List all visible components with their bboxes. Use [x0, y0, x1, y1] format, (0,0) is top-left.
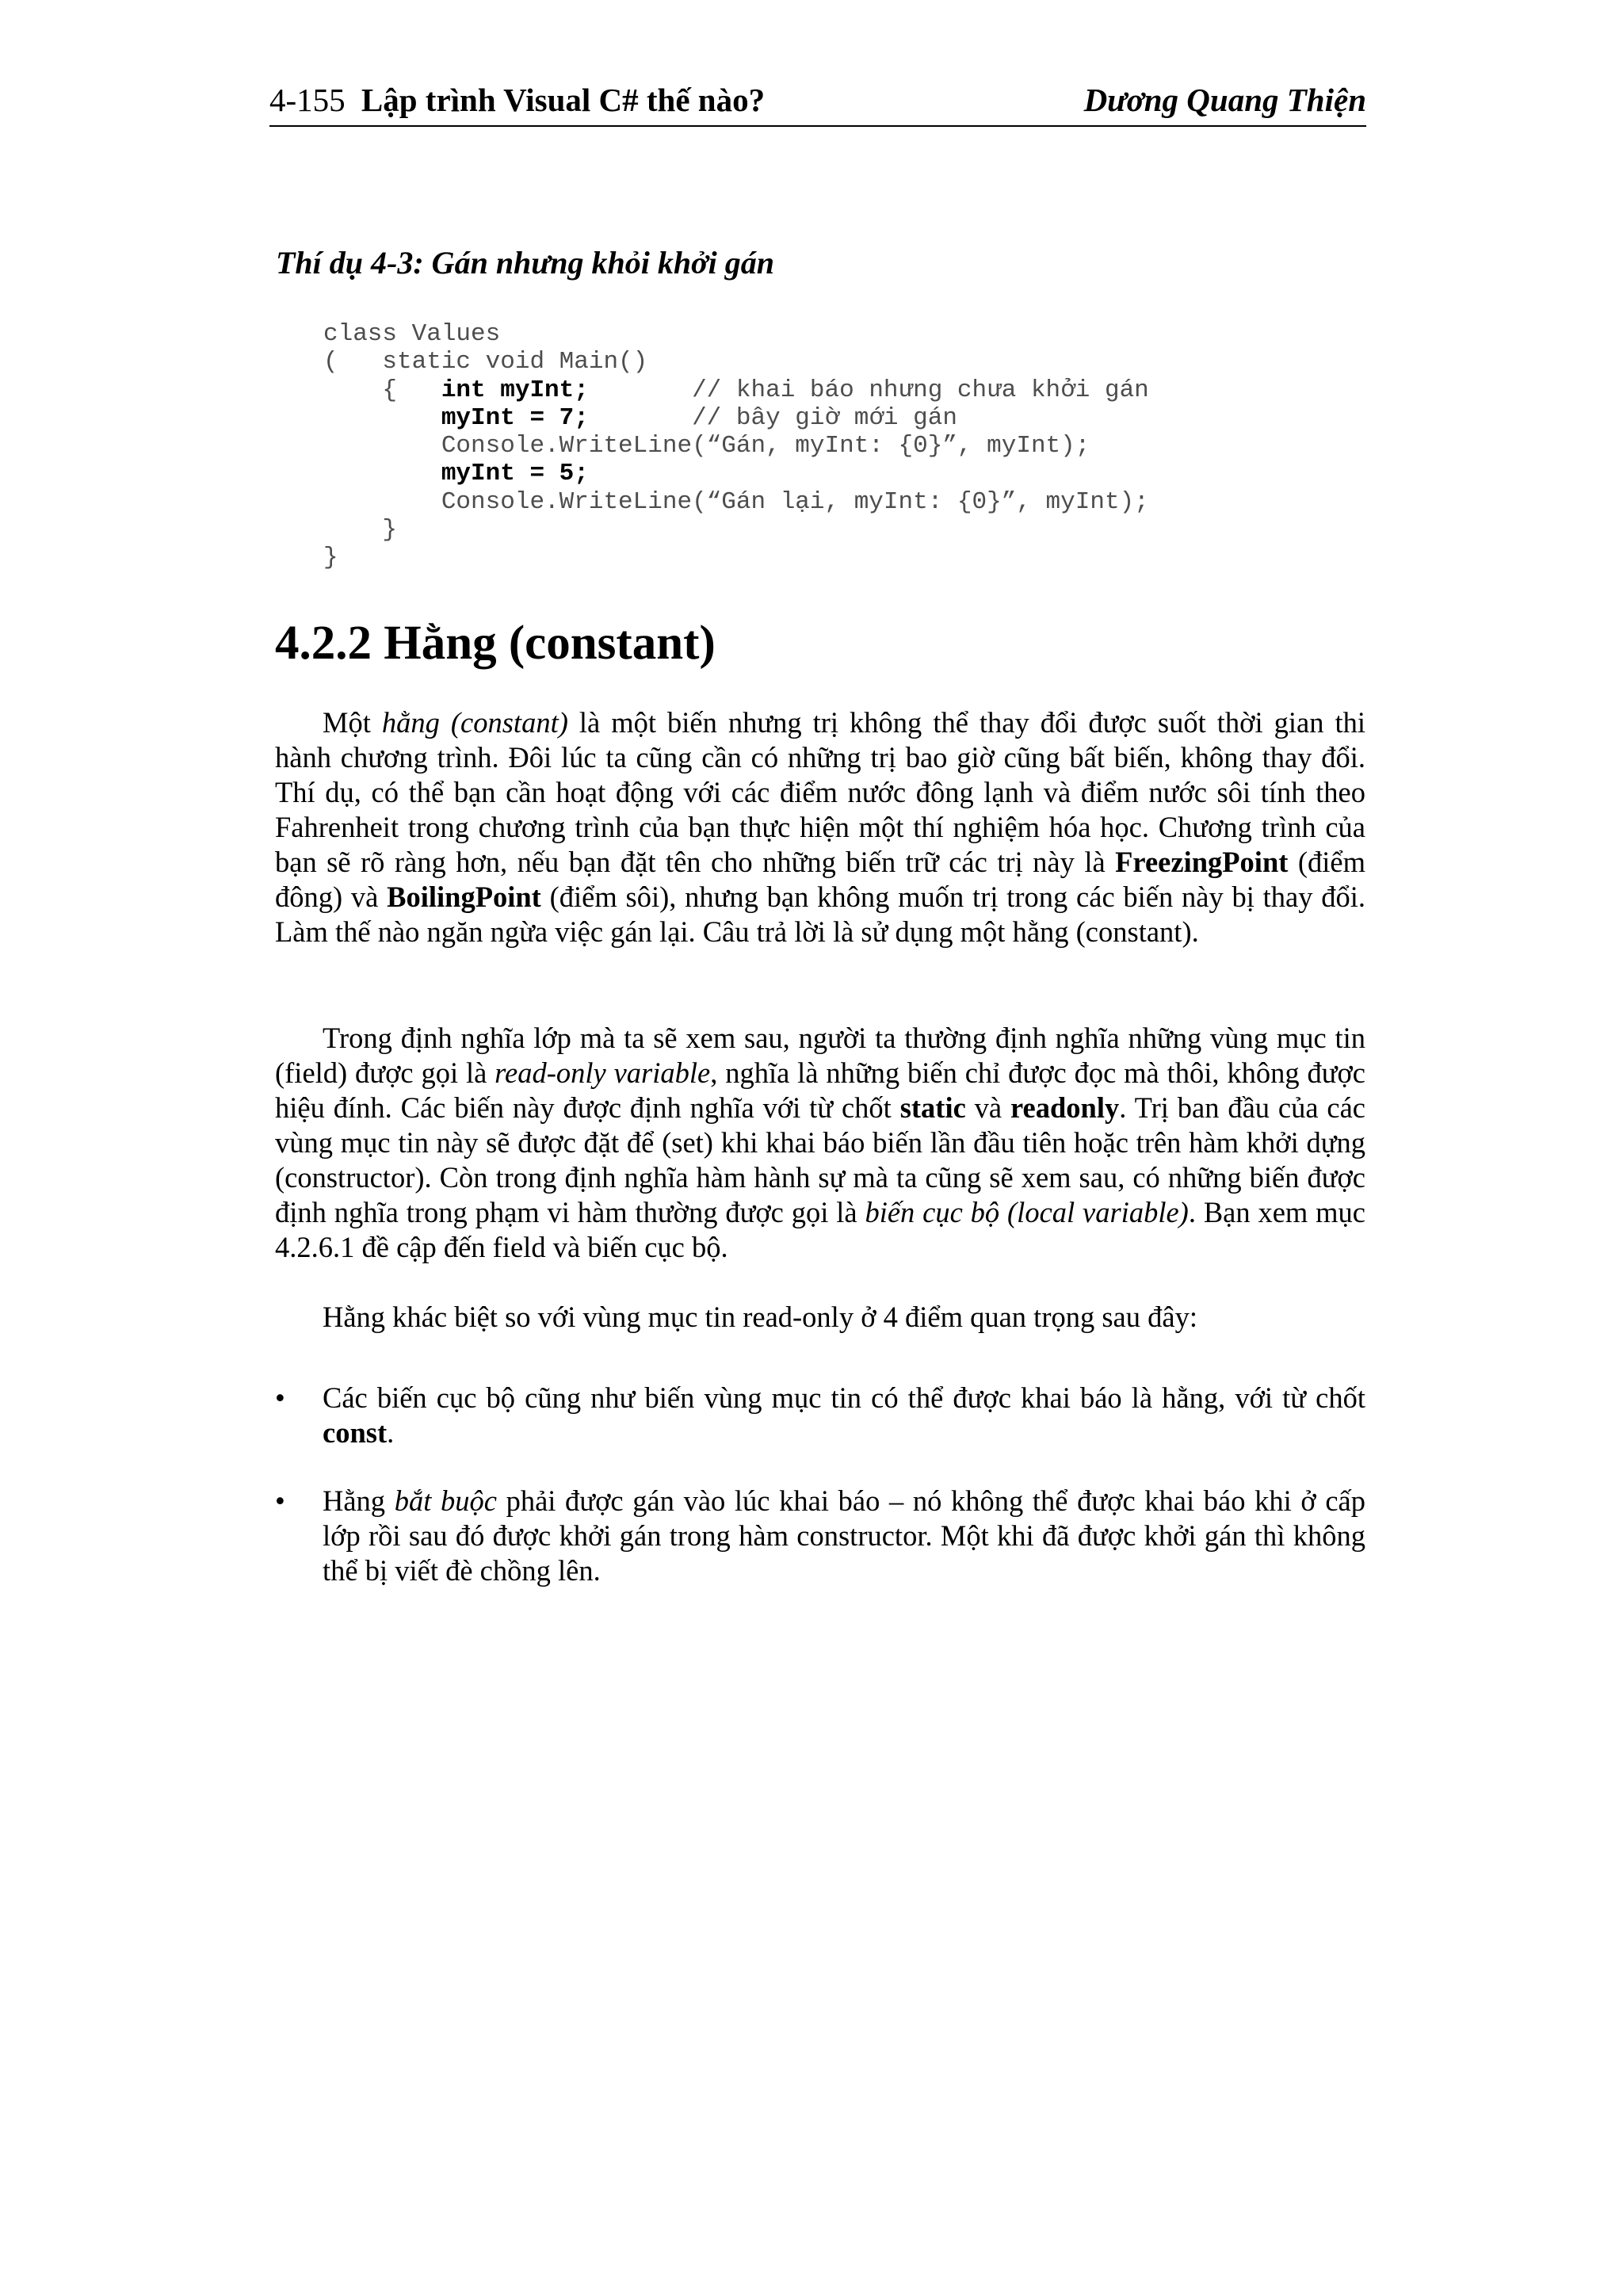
text-run: Hằng [323, 1484, 395, 1517]
text-run: Trong định nghĩa lớp mà ta sẽ xem sau, người ta thường định nghĩa những vùng mục tin (field) được gọi là [275, 1022, 1365, 1089]
code-line [323, 404, 1149, 432]
code-bold: myInt = 7; [441, 403, 589, 432]
italic-run: read-only variable [495, 1056, 711, 1089]
code-bold: int myInt; [441, 376, 589, 404]
code-text [323, 460, 441, 487]
text-run: , nghĩa là những biến chỉ được đọc mà thôi, không được hiệu đính. Các biến này được định nghĩa với từ chốt [275, 1056, 1365, 1124]
bold-run: static [899, 1091, 966, 1124]
page-header [269, 78, 1366, 127]
text-run: phải được gán vào lúc khai báo – nó không thể được khai báo khi ở cấp lớp rồi sau đó được khởi gán trong hàm constructor. Một khi đã được khởi gán thì không thể bị viết đè chồng lên. [323, 1484, 1365, 1587]
code-line: } [323, 544, 338, 572]
body-paragraph [275, 1021, 1365, 1265]
text-run: là một biến nhưng trị không thể thay đổi được suốt thời gian thi hành chương trình. Đôi lúc ta cũng cần có những trị bao giờ cũng bất biến, không thay đổi. Thí dụ, có thể bạn cần hoạt động với các điểm nước đông lạnh và điểm nước sôi tính theo Fahrenheit trong chương trình của bạn thực hiện một thí nghiệm hóa học. Chương trình của bạn sẽ rõ ràng hơn, nếu bạn đặt tên cho những biến trữ các trị này là [275, 706, 1365, 878]
bullet-icon: • [275, 1381, 285, 1414]
text-run: Một [323, 706, 382, 739]
code-bold: myInt = 5; [441, 460, 589, 488]
code-text [323, 404, 441, 432]
bold-run: const [323, 1416, 388, 1449]
text-run: . Trị ban đầu của các vùng mục tin này sẽ được đặt để (set) khi khai báo biến lần đầu tiên hoặc trên hàm khởi dựng (constructor). Còn trong định nghĩa hàm hành sự mà ta cũng sẽ xem sau, có những biến được định nghĩa trong phạm vi hàm thường được gọi là [275, 1091, 1366, 1228]
body-paragraph: Hằng khác biệt so với vùng mục tin read-only ở 4 điểm quan trọng sau đây: [323, 1301, 1197, 1333]
code-line: Console.WriteLine(“Gán, myInt: {0}”, myInt); [323, 432, 1090, 460]
bullet-item [275, 1484, 1365, 1588]
italic-run: hằng (constant) [381, 706, 568, 739]
text-run: (điểm sôi), nhưng bạn không muốn trị trong các biến này bị thay đổi. Làm thế nào ngăn ngừa việc gán lại. Câu trả lời là sử dụng một hằng (constant). [275, 881, 1365, 948]
text-run: . Bạn xem mục 4.2.6.1 đề cập đến field và biến cục bộ. [275, 1196, 1366, 1263]
code-line: class Values [323, 320, 501, 348]
author-name: Dương Quang Thiện [1083, 82, 1366, 118]
bullet-text [323, 1484, 1365, 1588]
header-left [269, 78, 765, 122]
text-run: và [965, 1091, 1010, 1124]
code-line [323, 376, 1149, 404]
page-number: 4-155 [269, 82, 346, 118]
code-block [323, 320, 1149, 572]
code-line: } [323, 516, 398, 544]
section-heading: 4.2.2 Hằng (constant) [275, 617, 716, 670]
italic-run: bắt buộc [394, 1484, 497, 1517]
text-run: (điểm đông) và [275, 846, 1365, 913]
text-run: . [387, 1416, 395, 1449]
text-run: Các biến cục bộ cũng như biến vùng mục tin có thể được khai báo là hằng, với từ chốt [323, 1381, 1365, 1414]
code-line [323, 460, 1149, 487]
bold-run: FreezingPoint [1115, 846, 1289, 878]
example-caption: Thí dụ 4-3: Gán nhưng khỏi khởi gán [276, 245, 774, 281]
bullet-text [323, 1381, 1365, 1450]
body-paragraph [275, 705, 1365, 949]
code-line: ( static void Main() [323, 348, 648, 376]
code-comment: // bây giờ mới gán [588, 403, 957, 432]
bullet-icon: • [275, 1484, 285, 1517]
book-title: Lập trình Visual C# thế nào? [361, 82, 766, 118]
italic-run: biến cục bộ (local variable) [865, 1196, 1189, 1228]
code-comment: // khai báo nhưng chưa khởi gán [588, 376, 1149, 404]
bold-run: BoilingPoint [387, 881, 541, 913]
bullet-item [275, 1381, 1365, 1450]
bold-run: readonly [1010, 1091, 1120, 1124]
code-text: { [323, 376, 441, 404]
code-line: Console.WriteLine(“Gán lại, myInt: {0}”, myInt); [323, 487, 1149, 516]
